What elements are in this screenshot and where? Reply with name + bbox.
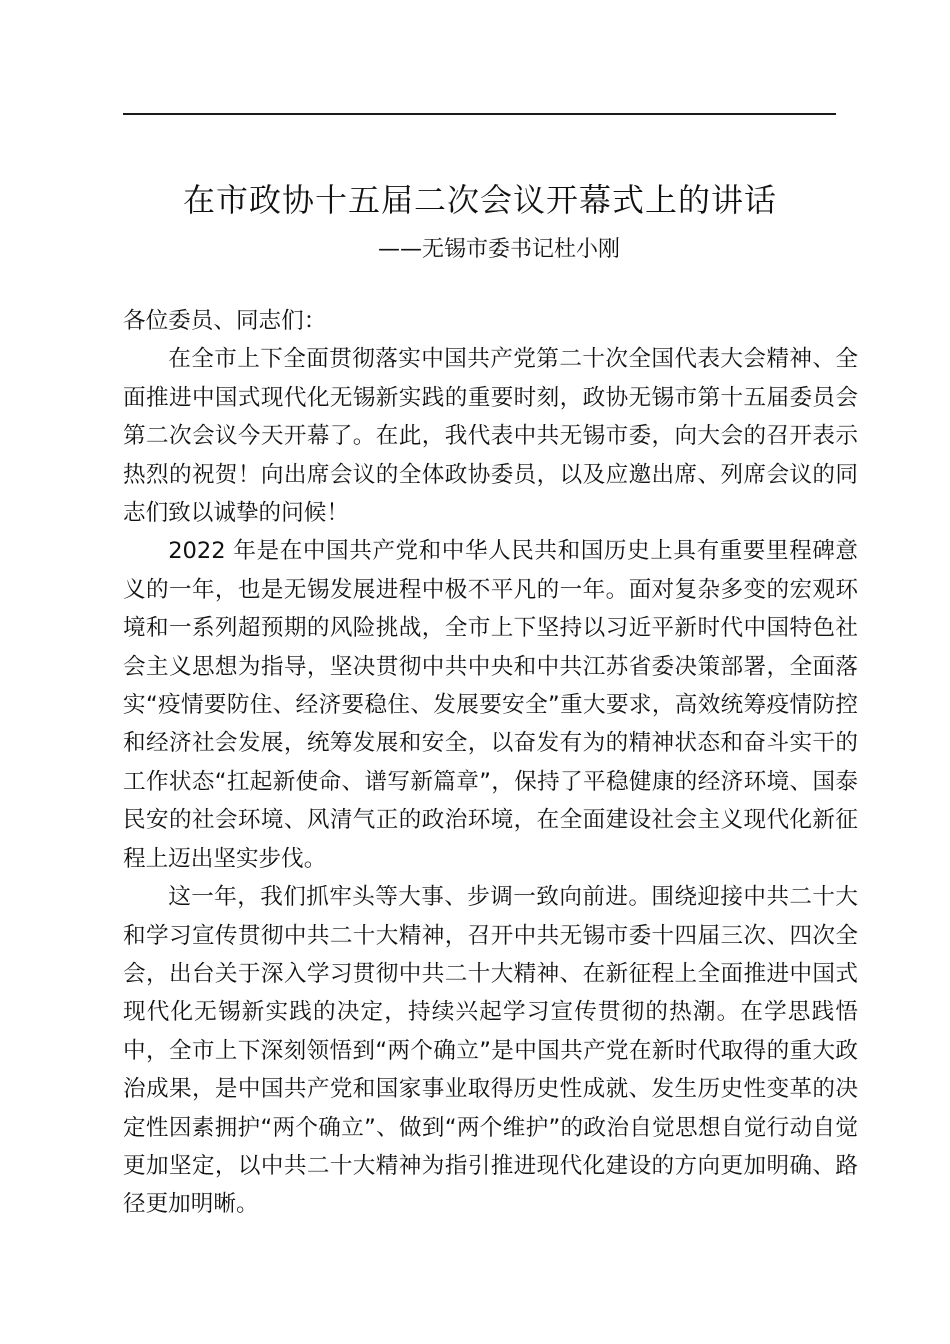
paragraph-2: 2022 年是在中国共产党和中华人民共和国历史上具有重要里程碑意义的一年，也是无锡发展进程中极不平凡的一年。面对复杂多变的宏观环境和一系列超预期的风险挑战，全市上下坚持以习近平新时代中国特色社会主义思想为指导，坚决贯彻中共中央和中共江苏省委决策部署，全面落实“疫情要防住、经济要稳住、发展要安全”重大要求，高效统筹疫情防控和经济社会发展，统筹发展和安全，以奋发有为的精神状态和奋斗实干的工作状态“扛起新使命、谱写新篇章”，保持了平稳健康的经济环境、国泰民安的社会环境、风清气正的政治环境，在全面建设社会主义现代化新征程上迈出坚实步伐。	[123, 538, 858, 872]
paragraph-1: 在全市上下全面贯彻落实中国共产党第二十次全国代表大会精神、全面推进中国式现代化无锡新实践的重要时刻，政协无锡市第十五届委员会第二次会议今天开幕了。在此，我代表中共无锡市委，向大会的召开表示热烈的祝贺！向出席会议的全体政协委员，以及应邀出席、列席会议的同志们致以诚挚的问候！	[123, 346, 858, 527]
document-byline: ——无锡市委书记杜小刚	[377, 237, 620, 262]
header-rule	[123, 113, 836, 115]
document-body	[123, 302, 858, 1224]
salutation: 各位委员、同志们：	[123, 308, 327, 334]
paragraph-3: 这一年，我们抓牢头等大事、步调一致向前进。围绕迎接中共二十大和学习宣传贯彻中共二十大精神，召开中共无锡市委十四届三次、四次全会，出台关于深入学习贯彻中共二十大精神、在新征程上全面推进中国式现代化无锡新实践的决定，持续兴起学习宣传贯彻的热潮。在学思践悟中，全市上下深刻领悟到“两个确立”是中国共产党在新时代取得的重大政治成果，是中国共产党和国家事业取得历史性成就、发生历史性变革的决定性因素拥护“两个确立”、做到“两个维护”的政治自觉思想自觉行动自觉更加坚定，以中共二十大精神为指引推进现代化建设的方向更加明确、路径更加明晰。	[123, 884, 858, 1218]
document-title: 在市政协十五届二次会议开幕式上的讲话	[182, 181, 777, 219]
